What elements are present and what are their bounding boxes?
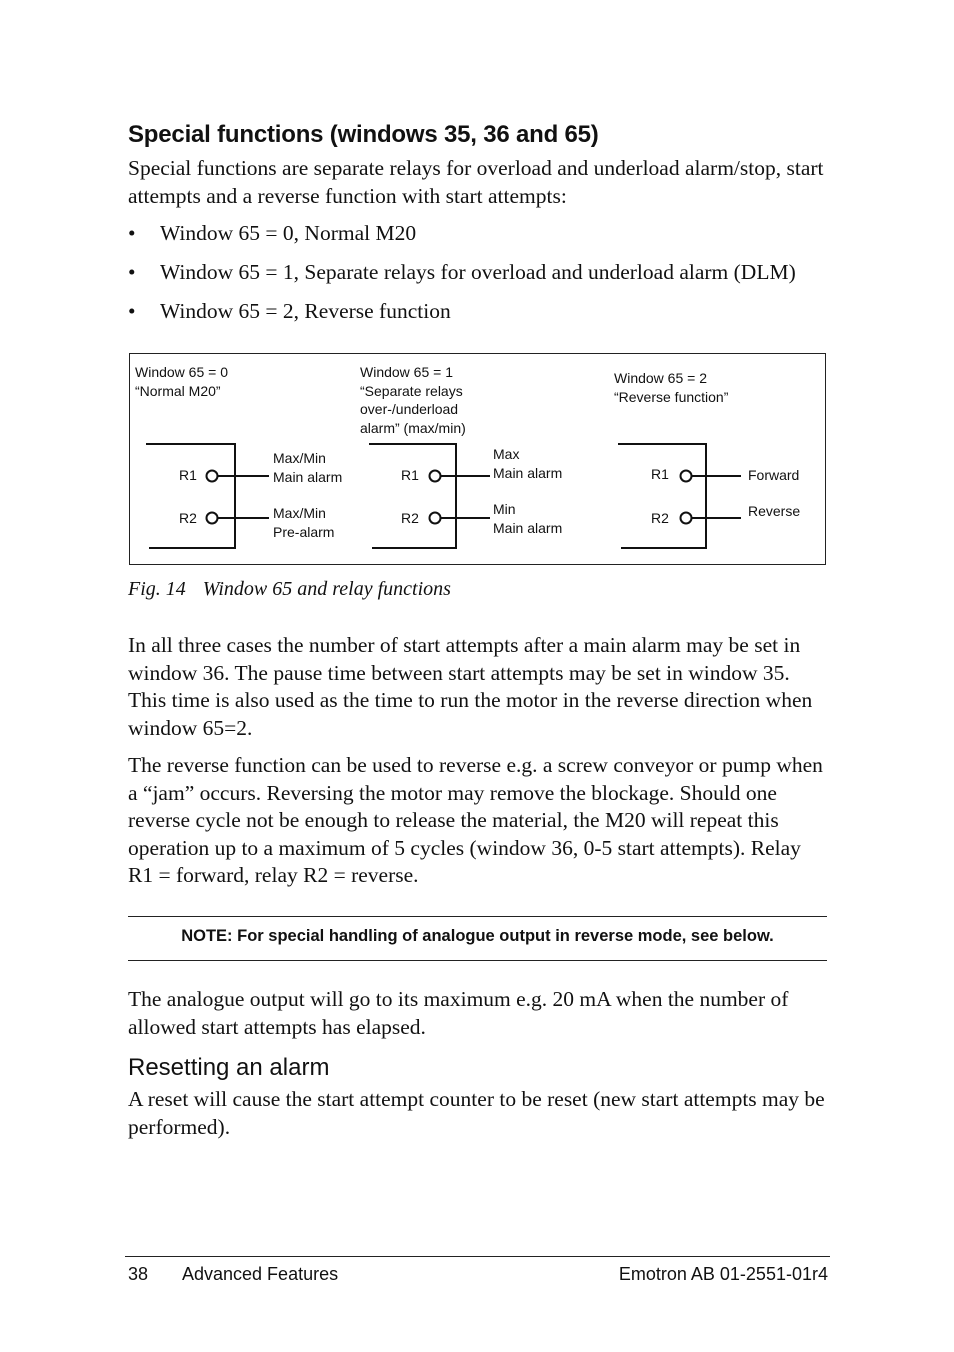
figure-caption-text: Window 65 and relay functions — [202, 578, 451, 600]
bullet-text: Window 65 = 0, Normal M20 — [160, 221, 417, 245]
panel-2-r1-function: Max Main alarm — [493, 446, 563, 481]
panel-1-r1-label: R1 — [179, 467, 197, 483]
figure-number: Fig. 14 — [128, 578, 186, 600]
chapter-name: Advanced Features — [182, 1264, 339, 1284]
relay-diagram-figure — [129, 353, 826, 565]
panel-2-r2-function: Min Main alarm — [493, 501, 563, 536]
r1-contact-panel-2 — [430, 471, 441, 482]
panel-1-r2-function: Max/Min Pre-alarm — [273, 505, 335, 540]
bullet-marker: • — [128, 260, 136, 284]
reset-paragraph: A reset will cause the start attempt counter to be reset (new start attempts may be performed). — [128, 1087, 825, 1139]
note-top-rule — [128, 916, 827, 917]
panel-2-r2-label: R2 — [401, 510, 419, 526]
relay-bracket-panel-2 — [369, 444, 456, 548]
page-number: 38 — [128, 1264, 149, 1284]
panel-3-r1-function: Forward — [748, 467, 800, 483]
panel-3-r2-label: R2 — [651, 510, 669, 526]
section-heading: Special functions (windows 35, 36 and 65) — [128, 121, 599, 148]
figure-caption — [128, 578, 451, 601]
panel-3-r1-label: R1 — [651, 466, 669, 482]
body-paragraph-2: The reverse function can be used to reverse e.g. a screw conveyor or pump when a “jam” occurs. Reversing the motor may remove the blockage. Should one reverse cycle not be enough to release the material, the M20 will repeat this operation up to a maximum of 5 cycles (window 36, 0-5 start attempts). Relay R1 = forward, relay R2 = reverse. — [128, 753, 823, 887]
relay-bracket-panel-1 — [146, 444, 235, 548]
panel-3-r2-function: Reverse — [748, 503, 801, 519]
bullet-text: Window 65 = 1, Separate relays for overload and underload alarm (DLM) — [160, 260, 796, 284]
body-paragraph-1: In all three cases the number of start attempts after a main alarm may be set in window 36. The pause time between start attempts may be set in window 35. This time is also used as the time to run the motor in the reverse direction when window 65=2. — [128, 633, 813, 740]
panel-1-r2-label: R2 — [179, 510, 197, 526]
relay-bracket-panel-3 — [618, 444, 706, 548]
intro-paragraph: Special functions are separate relays for overload and underload alarm/stop, start attempts and a reverse function with start attempts: — [128, 156, 824, 208]
r1-contact-panel-1 — [207, 471, 218, 482]
r1-contact-panel-3 — [681, 471, 692, 482]
r2-contact-panel-1 — [207, 513, 218, 524]
panel-2-r1-label: R1 — [401, 467, 419, 483]
panel-1-title: Window 65 = 0 “Normal M20” — [135, 364, 228, 399]
r2-contact-panel-3 — [681, 513, 692, 524]
panel-3-title: Window 65 = 2 “Reverse function” — [614, 370, 729, 405]
document-id: Emotron AB 01-2551-01r4 — [618, 1264, 828, 1284]
subsection-heading: Resetting an alarm — [128, 1054, 330, 1081]
body-paragraph-3: The analogue output will go to its maximum e.g. 20 mA when the number of allowed start attempts has elapsed. — [128, 987, 789, 1039]
bullet-text: Window 65 = 2, Reverse function — [160, 299, 451, 323]
bullet-marker: • — [128, 299, 136, 323]
note-bottom-rule — [128, 960, 827, 961]
footer-rule — [125, 1256, 830, 1257]
r2-contact-panel-2 — [430, 513, 441, 524]
panel-1-r1-function: Max/Min Main alarm — [273, 450, 343, 485]
panel-2-title: Window 65 = 1 “Separate relays over-/underload alarm” (max/min) — [360, 364, 466, 436]
note-text: NOTE: For special handling of analogue output in reverse mode, see below. — [181, 927, 774, 945]
bullet-marker: • — [128, 221, 136, 245]
